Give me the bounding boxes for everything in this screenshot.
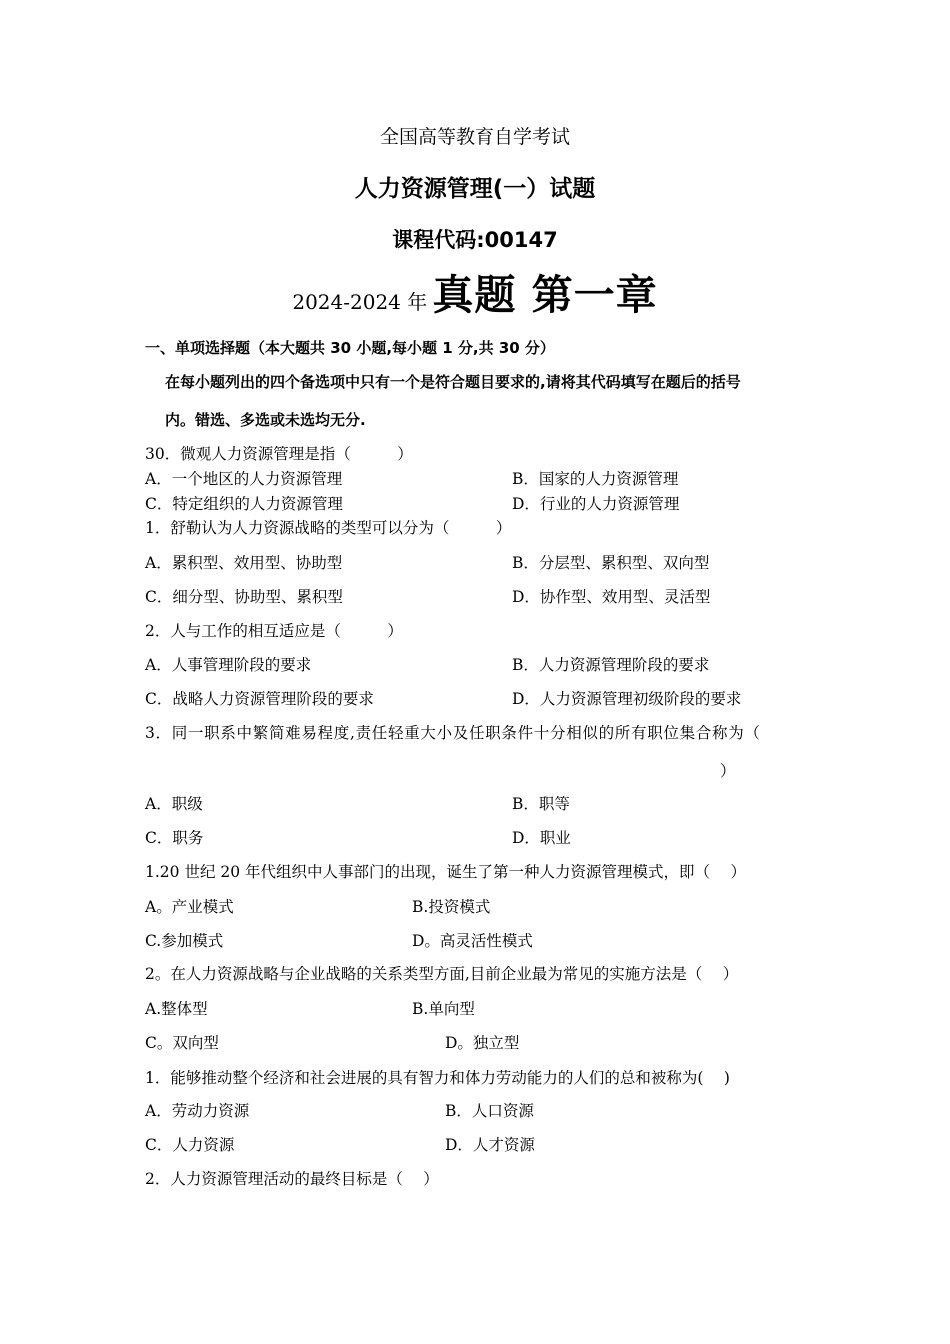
option-b: B.单向型 xyxy=(412,1000,475,1018)
option-c: C.参加模式 xyxy=(145,932,224,950)
section-instruction-line1: 在每小题列出的四个备选项中只有一个是符合题目要求的,请将其代码填写在题后的括号 xyxy=(165,373,741,391)
option-b: B．职等 xyxy=(512,795,570,813)
option-b: B．分层型、累积型、双向型 xyxy=(512,554,710,572)
exam-year: 2024-2024 年 xyxy=(292,290,428,314)
course-code: 课程代码:00147 xyxy=(392,228,558,252)
option-a: A．累积型、效用型、协助型 xyxy=(145,554,343,572)
option-d: D。独立型 xyxy=(445,1034,520,1052)
year-chapter-heading xyxy=(0,262,950,321)
exam-name: 全国高等教育自学考试 xyxy=(379,126,570,148)
question-stem-end: ） xyxy=(720,762,736,780)
option-a: A．人事管理阶段的要求 xyxy=(145,656,312,674)
option-b: B．人力资源管理阶段的要求 xyxy=(512,656,710,674)
question-stem: 1．能够推动整个经济和社会进展的具有智力和体力劳动能力的人们的总和被称为( ) xyxy=(145,1069,730,1087)
option-a: A．一个地区的人力资源管理 xyxy=(145,470,343,488)
option-c: C．人力资源 xyxy=(145,1136,235,1154)
option-d: D．行业的人力资源管理 xyxy=(512,495,680,513)
question-stem: 2。在人力资源战略与企业战略的关系类型方面,目前企业最为常见的实施方法是（ ） xyxy=(145,965,739,983)
option-c: C．职务 xyxy=(145,829,204,847)
option-a: A。产业模式 xyxy=(145,898,234,916)
option-a: A.整体型 xyxy=(145,1000,208,1018)
question-stem: 1．舒勒认为人力资源战略的类型可以分为（ ） xyxy=(145,519,512,537)
option-d: D．协作型、效用型、灵活型 xyxy=(512,588,711,606)
section-title: 一、单项选择题（本大题共 30 小题,每小题 1 分,共 30 分） xyxy=(145,339,555,357)
question-stem: 1.20 世纪 20 年代组织中人事部门的出现，诞生了第一种人力资源管理模式，即（ ） xyxy=(145,863,746,881)
question-stem: 2．人与工作的相互适应是（ ） xyxy=(145,622,403,640)
option-b: B.投资模式 xyxy=(412,898,491,916)
option-d: D。高灵活性模式 xyxy=(412,932,533,950)
option-b: B．人口资源 xyxy=(445,1102,534,1120)
chapter-title: 真题 第一章 xyxy=(432,271,658,319)
option-d: D．职业 xyxy=(512,829,571,847)
option-a: A．职级 xyxy=(145,795,203,813)
question-stem: 30．微观人力资源管理是指（ ） xyxy=(145,445,413,463)
option-b: B．国家的人力资源管理 xyxy=(512,470,679,488)
option-a: A．劳动力资源 xyxy=(145,1102,250,1120)
section-instruction-line2: 内。错选、多选或未选均无分. xyxy=(165,411,366,429)
option-d: D．人才资源 xyxy=(445,1136,535,1154)
question-stem: 2．人力资源管理活动的最终目标是（ ） xyxy=(145,1170,439,1188)
question-stem: 3．同一职系中繁简难易程度,责任轻重大小及任职条件十分相似的所有职位集合称为（ xyxy=(145,724,761,742)
option-d: D．人力资源管理初级阶段的要求 xyxy=(512,690,742,708)
option-c: C．战略人力资源管理阶段的要求 xyxy=(145,690,374,708)
subject-title: 人力资源管理(一）试题 xyxy=(354,176,596,202)
option-c: C．细分型、协助型、累积型 xyxy=(145,588,343,606)
option-c: C。双向型 xyxy=(145,1034,219,1052)
option-c: C．特定组织的人力资源管理 xyxy=(145,495,343,513)
